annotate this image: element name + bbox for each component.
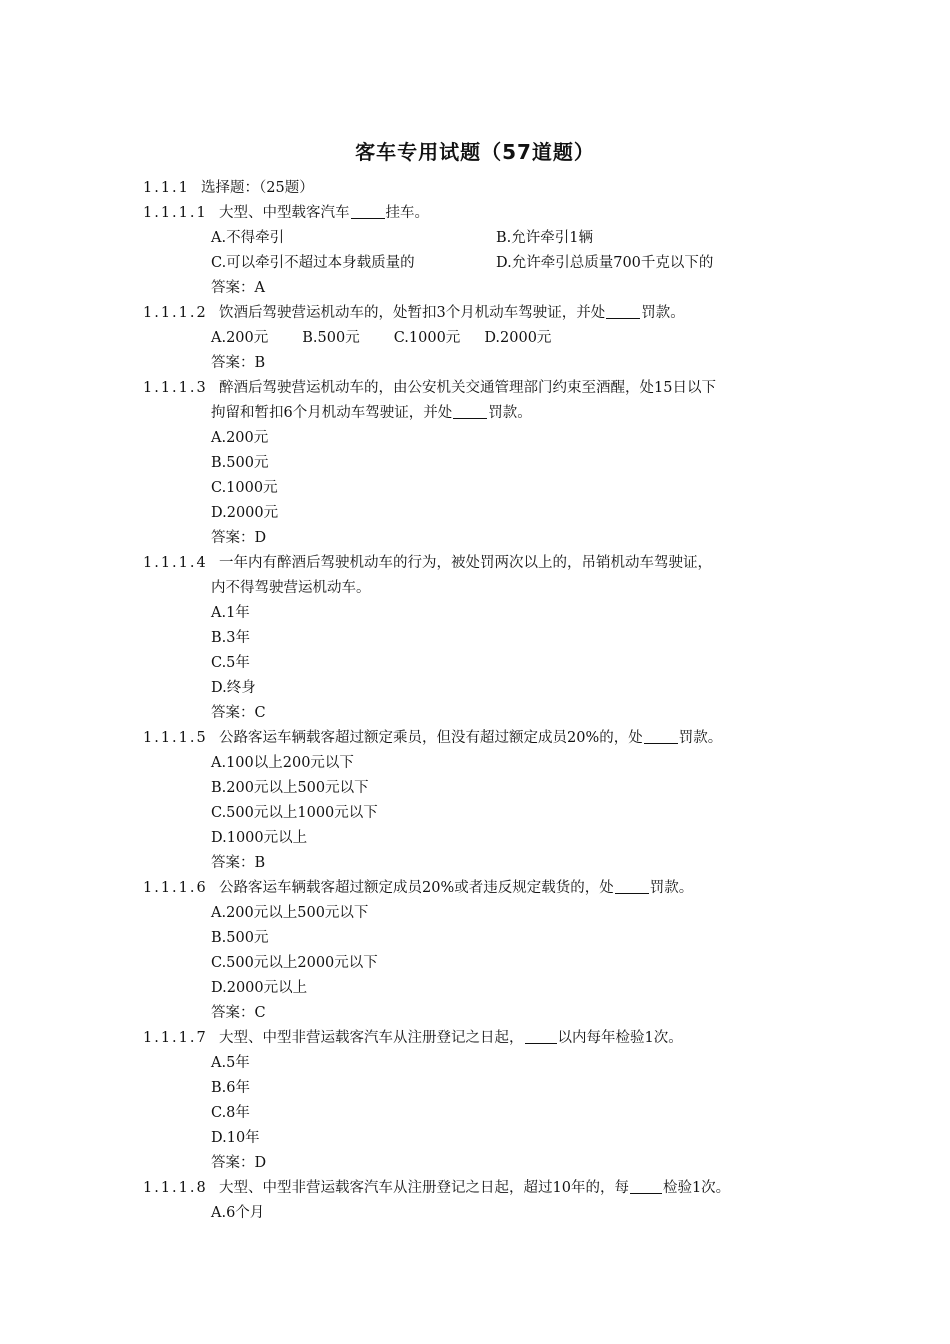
option: B.3年 — [211, 630, 250, 646]
option: D.10年 — [211, 1130, 260, 1146]
question-number: 1.1.1.8 — [143, 1180, 208, 1196]
answer-blank — [615, 879, 649, 894]
option: A.100以上200元以下 — [211, 755, 354, 771]
question-5: 1.1.1.5 公路客运车辆载客超过额定乘员，但没有超过额定成员20%的，处 罚款。 — [143, 726, 722, 751]
question-3: 1.1.1.3 醉酒后驾驶营运机动车的，由公安机关交通管理部门约束至酒醒，处15日以下 — [143, 376, 716, 401]
option: C.可以牵引不超过本身载质量的 — [211, 255, 415, 271]
option: A.6个月 — [211, 1205, 265, 1221]
question-number: 1.1.1.7 — [143, 1030, 208, 1046]
answer-blank — [453, 404, 487, 419]
option: C.1000元 — [393, 330, 461, 346]
option: B.500元 — [211, 455, 269, 471]
option-row — [211, 326, 551, 351]
section-number: 1.1.1 — [143, 180, 190, 196]
answer: 答案：D — [211, 1155, 267, 1171]
option: B.200元以上500元以下 — [211, 780, 369, 796]
answer-blank — [644, 729, 678, 744]
answer-blank — [525, 1029, 557, 1044]
option: B.500元 — [302, 330, 360, 346]
question-6: 1.1.1.6 公路客运车辆载客超过额定成员20%或者违反规定载货的，处 罚款。 — [143, 876, 693, 901]
answer: 答案：C — [211, 705, 266, 721]
option: D.2000元 — [211, 505, 279, 521]
section-heading — [143, 176, 314, 201]
question-3-continued: 拘留和暂扣6个月机动车驾驶证，并处 罚款。 — [211, 405, 532, 421]
option: A.200元以上500元以下 — [211, 905, 369, 921]
answer-blank — [606, 304, 640, 319]
question-number: 1.1.1.6 — [143, 880, 208, 896]
page-title: 客车专用试题（57道题） — [355, 140, 595, 164]
option: D.2000元 — [484, 330, 552, 346]
question-4-continued: 内不得驾驶营运机动车。 — [211, 580, 371, 596]
option: A.200元 — [211, 330, 269, 346]
answer: 答案：B — [211, 355, 266, 371]
option: A.不得牵引 — [211, 230, 285, 246]
option: D.2000元以上 — [211, 980, 308, 996]
question-8: 1.1.1.8 大型、中型非营运载客汽车从注册登记之日起，超过10年的，每 检验1次。 — [143, 1176, 730, 1201]
section-label: 选择题：（25题） — [201, 180, 314, 196]
answer-blank — [351, 204, 385, 219]
option: A.1年 — [211, 605, 250, 621]
option: A.5年 — [211, 1055, 250, 1071]
answer: 答案：A — [211, 280, 265, 296]
option: D.允许牵引总质量700千克以下的 — [496, 255, 714, 271]
question-2: 1.1.1.2 饮酒后驾驶营运机动车的，处暂扣3个月机动车驾驶证，并处 罚款。 — [143, 301, 685, 326]
option: B.6年 — [211, 1080, 250, 1096]
option: C.500元以上2000元以下 — [211, 955, 378, 971]
option: C.5年 — [211, 655, 250, 671]
answer: 答案：C — [211, 1005, 266, 1021]
question-7: 1.1.1.7 大型、中型非营运载客汽车从注册登记之日起， 以内每年检验1次。 — [143, 1026, 683, 1051]
answer: 答案：B — [211, 855, 266, 871]
question-number: 1.1.1.2 — [143, 305, 208, 321]
option: D.1000元以上 — [211, 830, 308, 846]
option: C.1000元 — [211, 480, 278, 496]
option: D.终身 — [211, 680, 256, 696]
question-number: 1.1.1.3 — [143, 380, 208, 396]
answer: 答案：D — [211, 530, 267, 546]
question-number: 1.1.1.5 — [143, 730, 208, 746]
question-number: 1.1.1.1 — [143, 205, 208, 221]
question-number: 1.1.1.4 — [143, 555, 208, 571]
option: C.8年 — [211, 1105, 250, 1121]
option: A.200元 — [211, 430, 269, 446]
answer-blank — [630, 1179, 662, 1194]
question-1: 1.1.1.1 大型、中型载客汽车 挂车。 — [143, 201, 429, 226]
option: B.允许牵引1辆 — [496, 230, 593, 246]
question-4: 1.1.1.4 一年内有醉酒后驾驶机动车的行为，被处罚两次以上的，吊销机动车驾驶证， — [143, 551, 712, 576]
option: C.500元以上1000元以下 — [211, 805, 378, 821]
option: B.500元 — [211, 930, 269, 946]
